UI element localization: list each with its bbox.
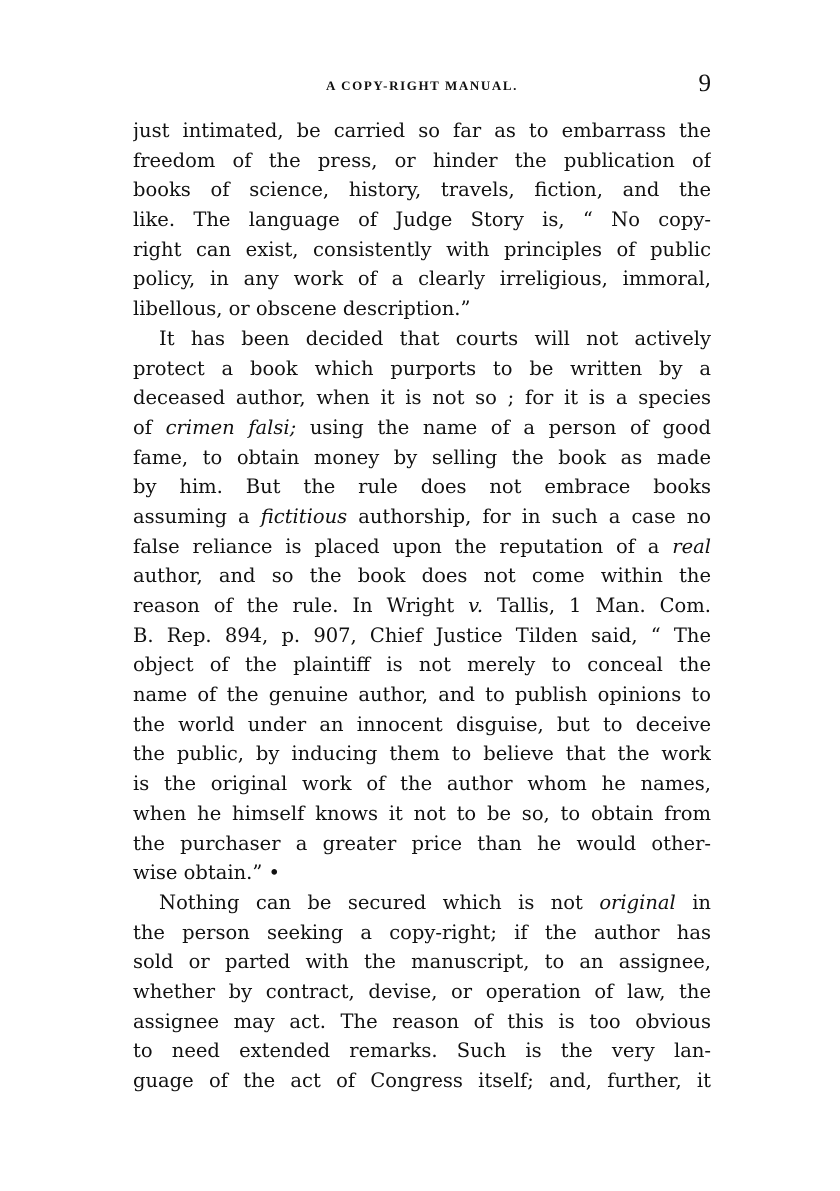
paragraph-first-line: It has been decided that courts will not actively [159, 326, 711, 350]
text-line: libellous, or obscene description.” [133, 297, 471, 321]
text-line: fame, to obtain money by selling the book as made [133, 445, 711, 469]
text-line: protect a book which purports to be written by a [133, 356, 711, 380]
text-line: assignee may act. The reason of this is too obvious [133, 1009, 711, 1033]
text-line: of crimen falsi; using the name of a person of good [133, 415, 711, 439]
text-line: when he himself knows it not to be so, to obtain from [133, 801, 711, 825]
page-number: 9 [698, 70, 711, 97]
text-line: whether by contract, devise, or operation of law, the [133, 979, 711, 1003]
text-line: books of science, history, travels, fiction, and the [133, 178, 711, 202]
text-line: the public, by inducing them to believe that the work [133, 742, 711, 766]
text-line: B. Rep. 894, p. 907, Chief Justice Tilden said, “ The [133, 623, 711, 647]
text-line: guage of the act of Congress itself; and, further, it [133, 1069, 711, 1092]
text-line: false reliance is placed upon the reputation of a real [133, 534, 711, 558]
italic-term: real [672, 534, 711, 558]
body-text [133, 116, 711, 1096]
italic-term: v. [468, 594, 484, 617]
text-line: by him. But the rule does not embrace books [133, 475, 711, 499]
text-line: author, and so the book does not come within the [133, 564, 711, 588]
text-line: to need extended remarks. Such is the very lan- [133, 1039, 711, 1063]
text-line: name of the genuine author, and to publish opinions to [133, 683, 711, 707]
running-head [133, 70, 711, 98]
text-line: is the original work of the author whom he names, [133, 772, 711, 796]
text-line: deceased author, when it is not so ; for it is a species [133, 386, 711, 410]
italic-term: crimen falsi; [165, 415, 297, 439]
italic-term: original [599, 890, 676, 914]
italic-term: fictitious [260, 504, 348, 528]
text-line: reason of the rule. In Wright v. Tallis, 1 Man. Com. [133, 594, 711, 617]
text-line: the person seeking a copy-right; if the author has [133, 920, 711, 944]
text-line: object of the plaintiff is not merely to conceal the [133, 653, 711, 677]
text-line: sold or parted with the manuscript, to an assignee, [133, 950, 711, 974]
text-line: wise obtain.” • [133, 861, 281, 885]
text-line: right can exist, consistently with principles of public [133, 237, 711, 261]
text-line: freedom of the press, or hinder the publication of [133, 148, 711, 172]
text-line: like. The language of Judge Story is, “ No copy- [133, 208, 711, 232]
text-line: policy, in any work of a clearly irreligious, immoral, [133, 267, 711, 291]
text-line: assuming a fictitious authorship, for in such a case no [133, 504, 711, 528]
paragraph-first-line: Nothing can be secured which is not original in [159, 890, 711, 914]
text-line: the purchaser a greater price than he would other- [133, 831, 711, 855]
text-line: just intimated, be carried so far as to embarrass the [133, 119, 711, 142]
running-head-title: A COPY-RIGHT MANUAL. [326, 78, 518, 93]
text-line: the world under an innocent disguise, but to deceive [133, 712, 711, 736]
